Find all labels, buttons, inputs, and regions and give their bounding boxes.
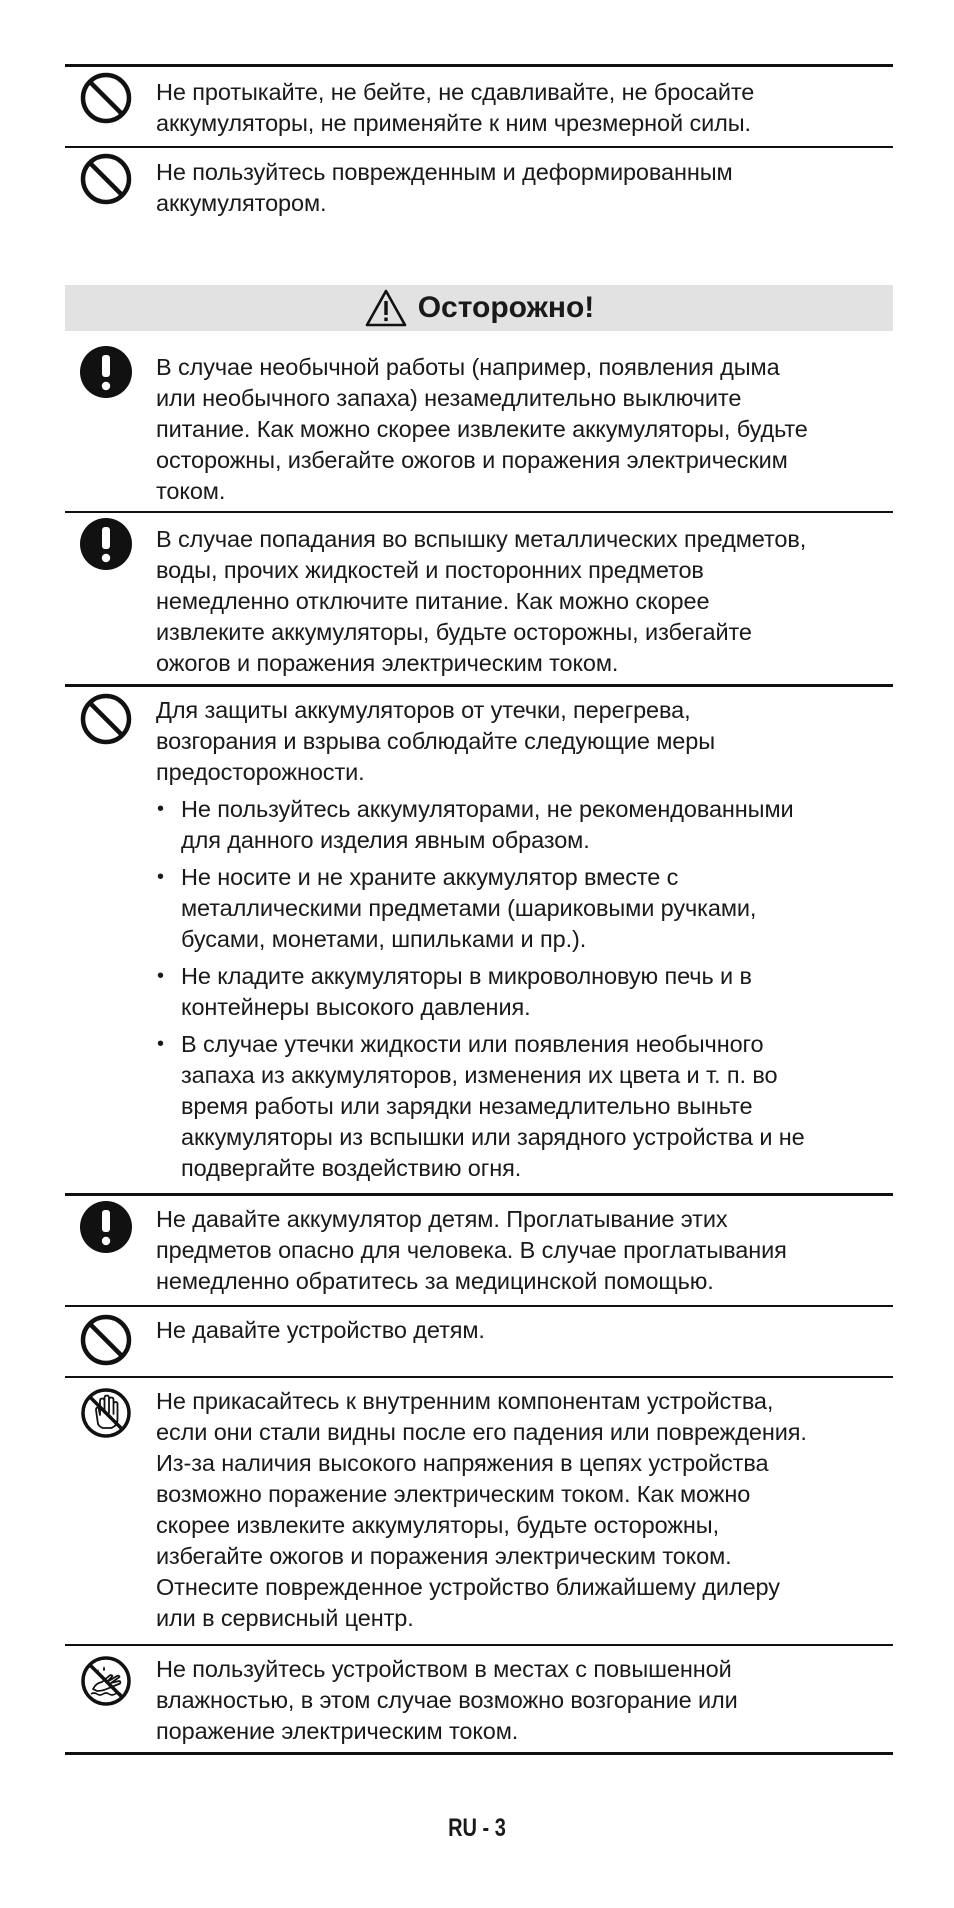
text-line: предосторожности. (156, 759, 365, 785)
text-line: питание. Как можно скорее извлеките аккумуляторы, будьте (156, 416, 808, 442)
item-text (156, 1654, 893, 1747)
list-item (156, 1029, 893, 1184)
text-line: возгорания и взрыва соблюдайте следующие меры (156, 728, 716, 754)
text-line: Не пользуйтесь поврежденным и деформированным (156, 159, 733, 185)
text-line: аккумулятором. (156, 190, 327, 216)
text-line: • Не кладите аккумуляторы в микроволновую печь и в (181, 963, 752, 989)
divider (65, 146, 893, 148)
text-line: металлическими предметами (шариковыми ручками, (181, 895, 757, 921)
text-line: подвергайте воздействию огня. (181, 1155, 522, 1181)
item-text (156, 1386, 893, 1634)
text-line: ожогов и поражения электрическим током. (156, 650, 619, 676)
text-line: извлеките аккумуляторы, будьте осторожны, избегайте (156, 619, 752, 645)
text-line: Из-за наличия высокого напряжения в цепях устройства (156, 1450, 769, 1476)
item-text (156, 1204, 893, 1297)
divider (65, 1644, 893, 1646)
text-line: • Не пользуйтесь аккумуляторами, не рекомендованными (181, 796, 794, 822)
text-line: Не пользуйтесь устройством в местах с повышенной (156, 1656, 732, 1682)
page-number: RU - 3 (448, 1814, 506, 1842)
item-text (156, 1315, 893, 1346)
text-line: немедленно отключите питание. Как можно скорее (156, 588, 710, 614)
text-line: током. (156, 478, 226, 504)
divider (65, 64, 893, 67)
text-line: если они стали видны после его падения или повреждения. (156, 1419, 807, 1445)
text-line: Не давайте аккумулятор детям. Проглатывание этих (156, 1206, 728, 1232)
text-line: для данного изделия явным образом. (181, 827, 590, 853)
no-wet-hands-icon (79, 1654, 133, 1708)
text-line: запаха из аккумуляторов, изменения их цвета и т. п. во (181, 1062, 778, 1088)
mandatory-action-icon (79, 345, 133, 399)
text-line: избегайте ожогов и поражения электрическим током. (156, 1543, 732, 1569)
item-text (156, 157, 893, 219)
text-line: • В случае утечки жидкости или появления необычного (181, 1031, 764, 1057)
text-line: В случае необычной работы (например, появления дыма (156, 354, 780, 380)
text-line: время работы или зарядки незамедлительно выньте (181, 1093, 753, 1119)
text-line: или в сервисный центр. (156, 1605, 414, 1631)
text-line: Отнесите поврежденное устройство ближайшему дилеру (156, 1574, 780, 1600)
list-item (156, 794, 893, 856)
text-line: бусами, монетами, шпильками и пр.). (181, 926, 587, 952)
caution-banner (65, 285, 893, 331)
text-line: осторожны, избегайте ожогов и поражения электрическим (156, 447, 788, 473)
text-line: поражение электрическим током. (156, 1718, 519, 1744)
prohibition-icon (79, 1313, 133, 1367)
text-line: Не протыкайте, не бейте, не сдавливайте, не бросайте (156, 79, 755, 105)
divider (65, 684, 893, 687)
divider (65, 1752, 893, 1755)
text-line: В случае попадания во вспышку металлических предметов, (156, 526, 807, 552)
caution-title: Осторожно! (417, 291, 595, 324)
warning-triangle-icon (364, 288, 408, 328)
item-text (156, 695, 893, 1184)
list-item (156, 862, 893, 955)
mandatory-action-icon (79, 1200, 133, 1254)
text-line: контейнеры высокого давления. (181, 994, 531, 1020)
item-text (156, 77, 893, 139)
text-line: аккумуляторы из вспышки или зарядного устройства и не (181, 1124, 805, 1150)
item-text (156, 524, 893, 679)
divider (65, 1376, 893, 1378)
text-line: возможно поражение электрическим током. Как можно (156, 1481, 751, 1507)
divider (65, 1193, 893, 1196)
item-text (156, 352, 893, 507)
divider (65, 1305, 893, 1307)
divider (65, 511, 893, 513)
do-not-touch-icon (79, 1386, 133, 1440)
prohibition-icon (79, 692, 133, 746)
list-item (156, 961, 893, 1023)
prohibition-icon (79, 152, 133, 206)
text-line: воды, прочих жидкостей и посторонних предметов (156, 557, 704, 583)
text-line: Не давайте устройство детям. (156, 1317, 485, 1343)
text-line: скорее извлеките аккумуляторы, будьте осторожны, (156, 1512, 720, 1538)
mandatory-action-icon (79, 517, 133, 571)
precautions-list (156, 794, 893, 1184)
prohibition-icon (79, 71, 133, 125)
text-line: аккумуляторы, не применяйте к ним чрезмерной силы. (156, 110, 751, 136)
text-line: • Не носите и не храните аккумулятор вместе с (181, 864, 679, 890)
text-line: или необычного запаха) незамедлительно выключите (156, 385, 742, 411)
text-line: Не прикасайтесь к внутренним компонентам устройства, (156, 1388, 774, 1414)
text-line: влажностью, в этом случае возможно возгорание или (156, 1687, 738, 1713)
text-line: предметов опасно для человека. В случае проглатывания (156, 1237, 787, 1263)
text-line: немедленно обратитесь за медицинской помощью. (156, 1268, 714, 1294)
text-line: Для защиты аккумуляторов от утечки, перегрева, (156, 697, 691, 723)
